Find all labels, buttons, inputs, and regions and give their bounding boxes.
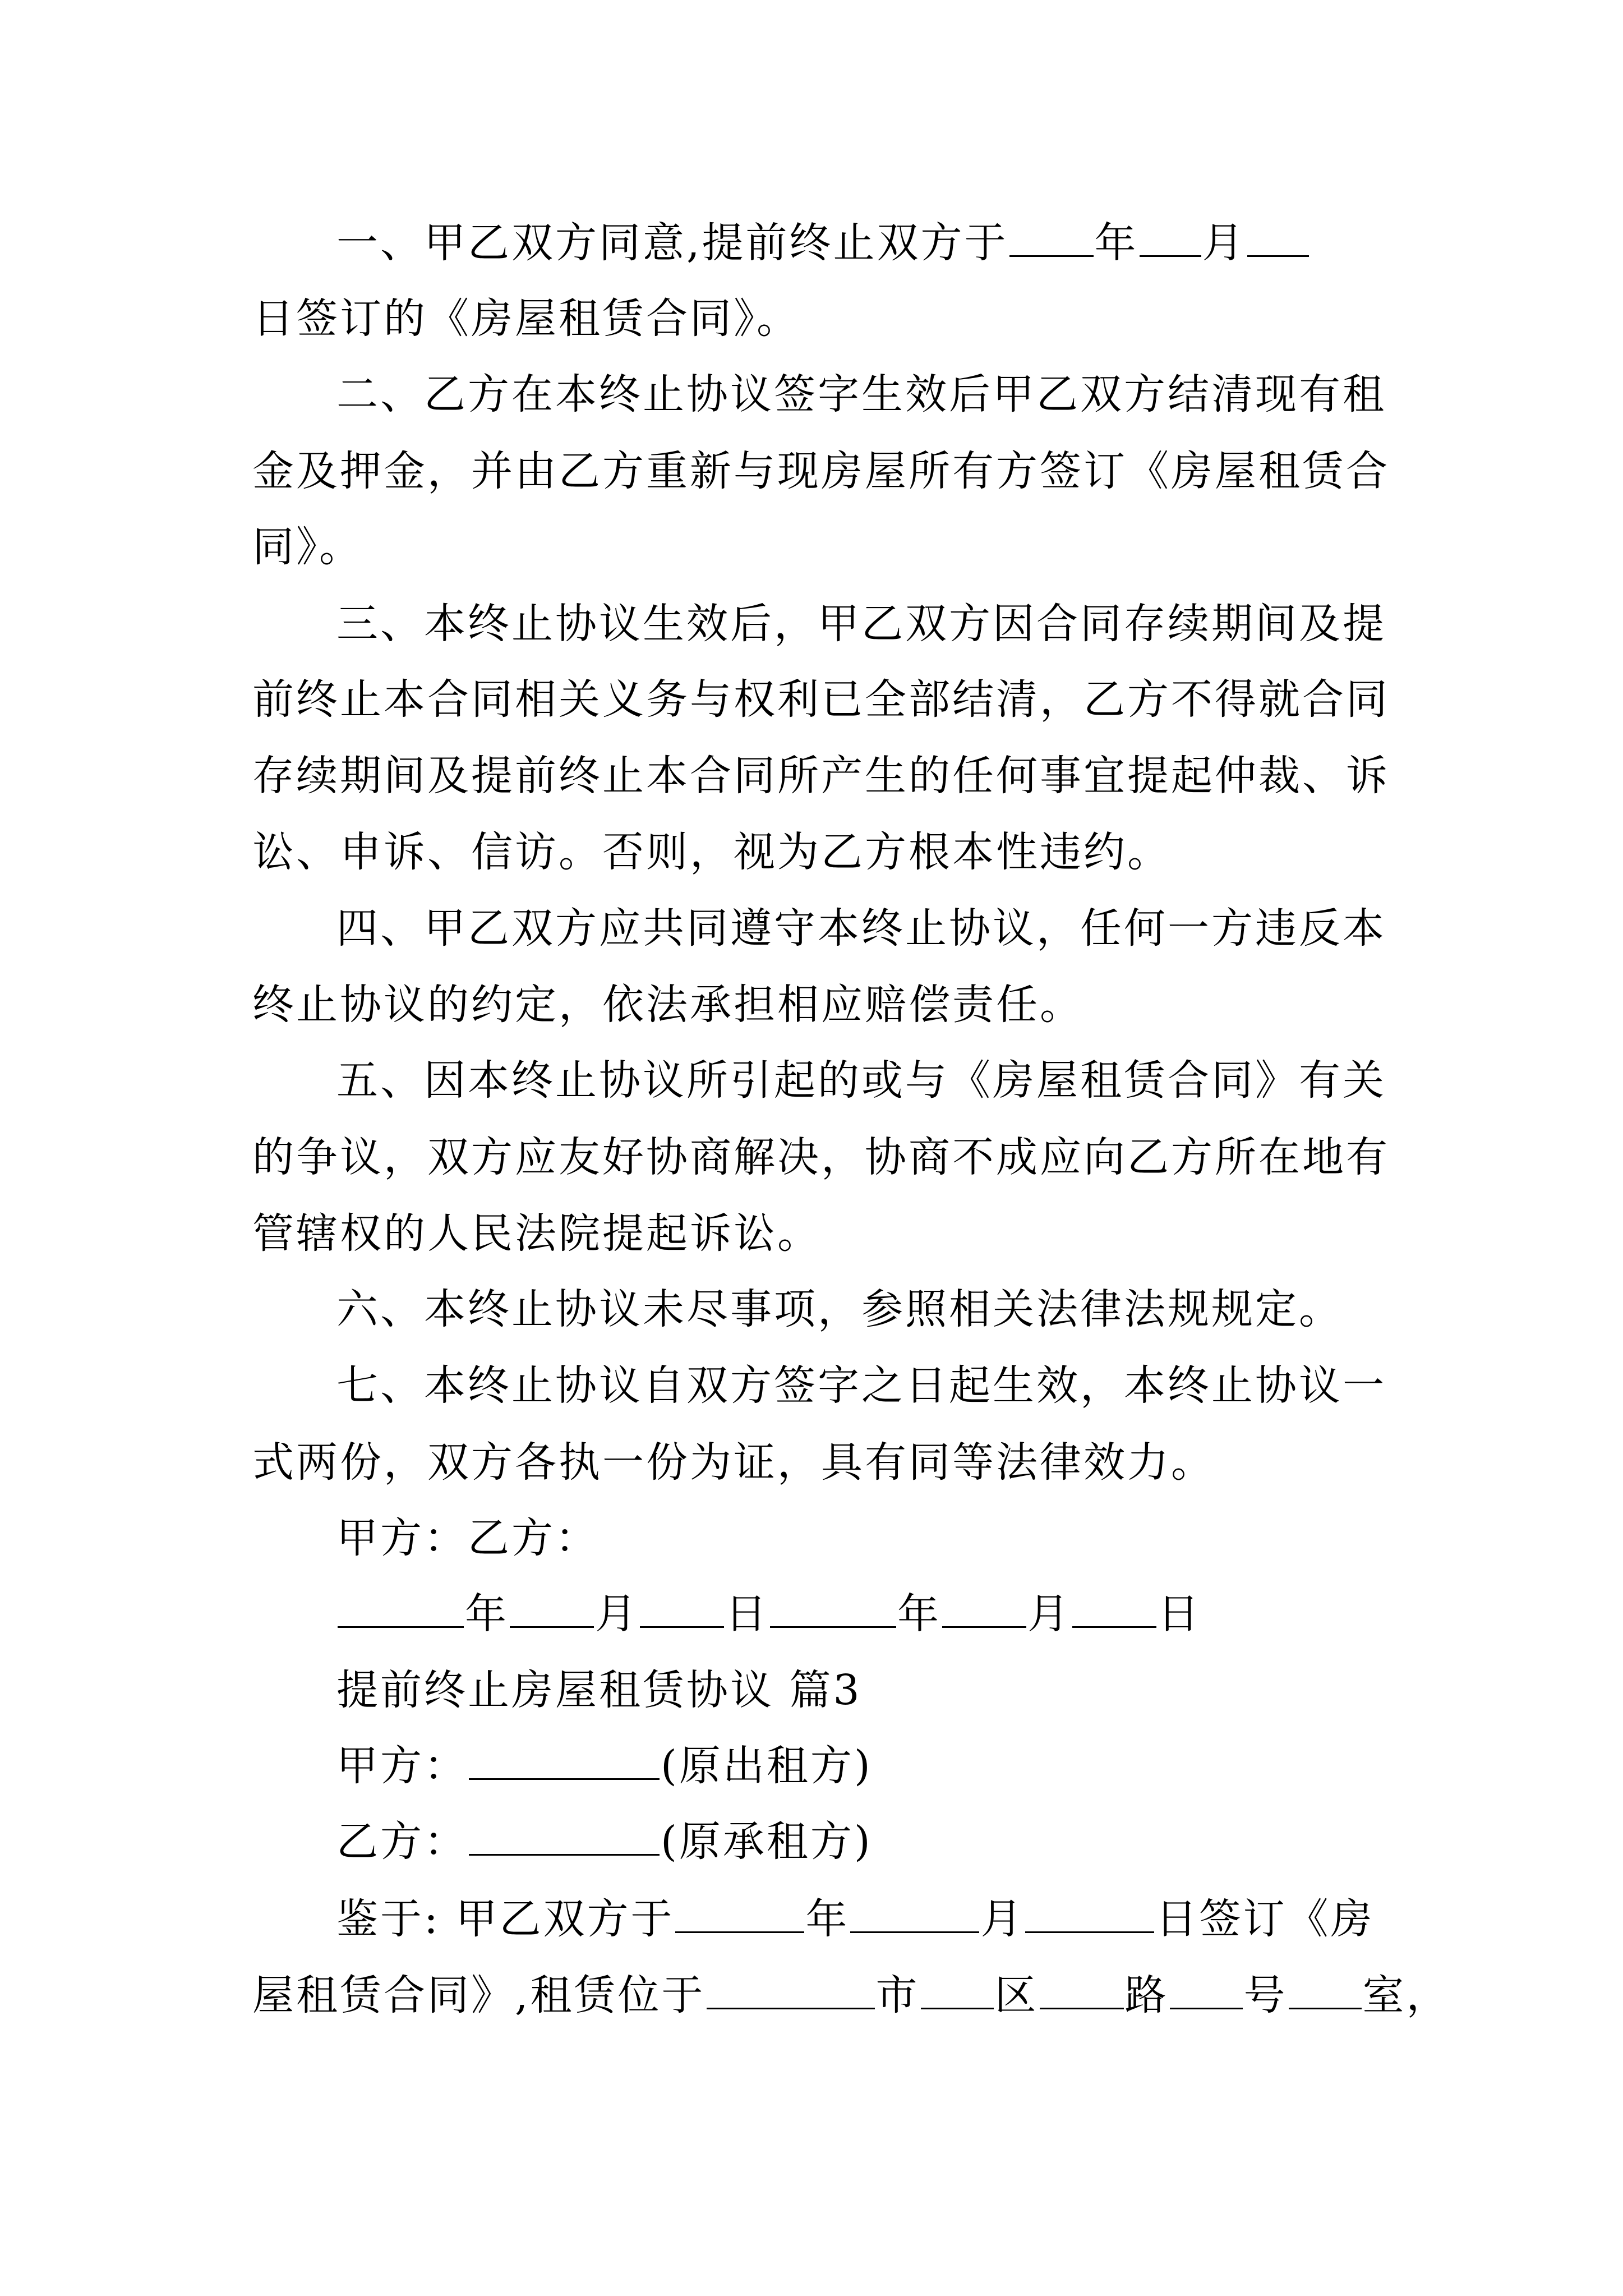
section-3-title: 提前终止房屋租赁协议 篇3 xyxy=(336,1666,862,1714)
clause-2-line-2: 金及押金，并由乙方重新与现房屋所有方签订《房屋租赁合 xyxy=(252,447,1390,495)
clause-3-line-4: 讼、申诉、信访。否则，视为乙方根本性违约。 xyxy=(252,828,1171,876)
label-day-b: 日 xyxy=(1158,1590,1201,1638)
blank-year-a xyxy=(338,1586,464,1628)
label-year-b: 年 xyxy=(897,1590,941,1638)
blank-year-b xyxy=(770,1586,896,1628)
signature-parties: 甲方：乙方： xyxy=(336,1514,599,1562)
blank-district xyxy=(921,1967,994,2009)
party-b-line xyxy=(336,1811,1458,1872)
given-label-month: 月 xyxy=(980,1895,1025,1943)
label-month-b: 月 xyxy=(1027,1590,1071,1638)
label-district: 区 xyxy=(994,1971,1039,2019)
given-label-year: 年 xyxy=(805,1895,850,1943)
label-year: 年 xyxy=(1094,219,1138,267)
label-month: 月 xyxy=(1202,219,1246,267)
clause-5-line-1: 五、因本终止协议所引起的或与《房屋租赁合同》有关 xyxy=(336,1056,1386,1105)
party-a-blank xyxy=(469,1738,660,1780)
blank-day-b xyxy=(1072,1586,1156,1628)
blank-day-a xyxy=(640,1586,724,1628)
label-room: 室， xyxy=(1362,1971,1450,2019)
label-day-a: 日 xyxy=(725,1590,769,1638)
blank-month xyxy=(1140,215,1201,257)
clause-3-line-1: 三、本终止协议生效后，甲乙双方因合同存续期间及提 xyxy=(336,600,1386,648)
label-number: 号 xyxy=(1243,1971,1288,2019)
clause-3-line-2: 前终止本合同相关义务与权利已全部结清，乙方不得就合同 xyxy=(252,675,1390,724)
clause-7-line-1: 七、本终止协议自双方签字之日起生效，本终止协议一 xyxy=(336,1361,1386,1410)
given-text: 鉴于: 甲乙双方于 xyxy=(336,1895,675,1943)
blank-month-a xyxy=(510,1586,594,1628)
blank-city xyxy=(707,1967,875,2009)
clause-5-line-2: 的争议，双方应友好协商解决，协商不成应向乙方所在地有 xyxy=(252,1133,1390,1181)
label-city: 市 xyxy=(875,1971,920,2019)
signature-dates xyxy=(336,1583,1458,1645)
label-year-a: 年 xyxy=(465,1590,509,1638)
party-a-line xyxy=(336,1735,1458,1797)
party-b-role: (原承租方) xyxy=(661,1818,873,1866)
given-blank-month xyxy=(850,1891,979,1933)
clause-1-text: 一、甲乙双方同意,提前终止双方于 xyxy=(336,219,1008,267)
clause-4-line-2: 终止协议的约定，依法承担相应赔偿责任。 xyxy=(252,981,1083,1029)
blank-month-b xyxy=(942,1586,1026,1628)
blank-year xyxy=(1009,215,1094,257)
clause-2-line-1: 二、乙方在本终止协议签字生效后甲乙双方结清现有租 xyxy=(336,370,1386,418)
blank-day xyxy=(1247,215,1309,257)
clause-1-line-1 xyxy=(336,212,1458,274)
clause-3-line-3: 存续期间及提前终止本合同所产生的任何事宜提起仲裁、诉 xyxy=(252,752,1390,800)
clause-5-line-3: 管辖权的人民法院提起诉讼。 xyxy=(252,1209,821,1258)
given-line-1 xyxy=(336,1888,1458,1950)
blank-road xyxy=(1040,1967,1124,2009)
clause-7-line-2: 式两份，双方各执一份为证，具有同等法律效力。 xyxy=(252,1438,1215,1487)
blank-room xyxy=(1289,1967,1362,2009)
clause-4-line-1: 四、甲乙双方应共同遵守本终止协议，任何一方违反本 xyxy=(336,904,1386,953)
given-blank-day xyxy=(1025,1891,1154,1933)
party-a-label: 甲方： xyxy=(336,1742,468,1790)
party-b-blank xyxy=(469,1814,660,1856)
label-road: 路 xyxy=(1124,1971,1169,2019)
party-b-label: 乙方： xyxy=(336,1818,468,1866)
given-blank-year xyxy=(675,1891,804,1933)
given-line-2 xyxy=(252,1964,1450,2026)
clause-6-line-1: 六、本终止协议未尽事项，参照相关法律法规规定。 xyxy=(336,1285,1343,1333)
location-text: 屋租赁合同》,租赁位于 xyxy=(252,1971,706,2019)
blank-number xyxy=(1170,1967,1243,2009)
label-month-a: 月 xyxy=(595,1590,639,1638)
clause-2-line-3: 同》。 xyxy=(252,523,363,571)
clause-1-line-2: 日签订的《房屋租赁合同》。 xyxy=(252,295,800,343)
given-text-end: 日签订《房 xyxy=(1155,1895,1375,1943)
party-a-role: (原出租方) xyxy=(661,1742,873,1790)
